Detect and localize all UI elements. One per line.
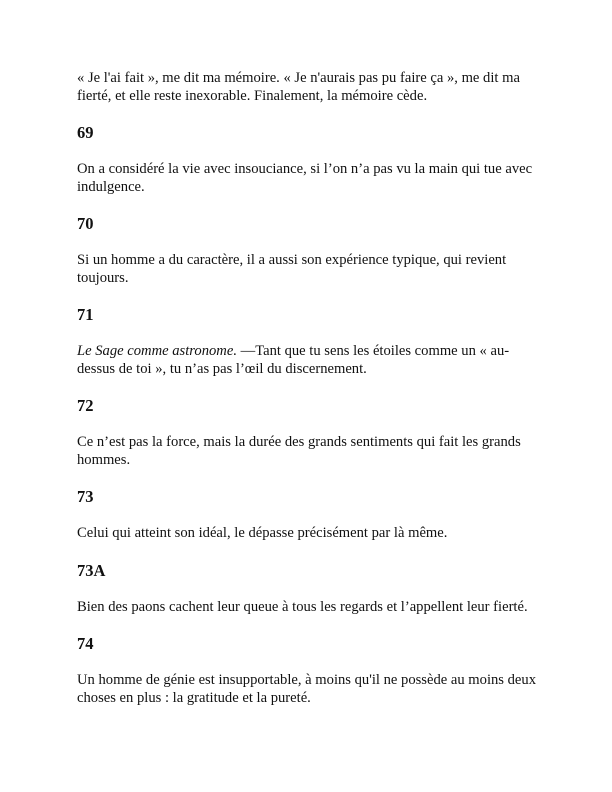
aphorism-text-73: Celui qui atteint son idéal, le dépasse précisément par là même. bbox=[77, 525, 448, 541]
aphorism-number-71: 71 bbox=[77, 305, 94, 324]
intro-paragraph: « Je l'ai fait », me dit ma mémoire. « Je n'aurais pas pu faire ça », me dit ma fierté, et elle reste inexorable. Finalement, la mémoire cède. bbox=[77, 70, 520, 104]
aphorism-number-73: 73 bbox=[77, 487, 94, 506]
aphorism-number-74: 74 bbox=[77, 634, 94, 653]
aphorism-number-69: 69 bbox=[77, 123, 94, 142]
aphorism-text-72: Ce n’est pas la force, mais la durée des grands sentiments qui fait les grands hommes. bbox=[77, 434, 521, 468]
document-page bbox=[77, 70, 539, 707]
aphorism-text-73a: Bien des paons cachent leur queue à tous les regards et l’appellent leur fierté. bbox=[77, 598, 528, 615]
aphorism-text-70: Si un homme a du caractère, il a aussi son expérience typique, qui revient toujours. bbox=[77, 252, 507, 286]
aphorism-title-71: Le Sage comme astronome. bbox=[77, 343, 237, 359]
aphorism-paragraph-71 bbox=[77, 343, 539, 378]
aphorism-number-72: 72 bbox=[77, 396, 94, 415]
aphorism-text-69: On a considéré la vie avec insouciance, si l’on n’a pas vu la main qui tue avec indulgence. bbox=[77, 161, 533, 195]
aphorism-text-71: —Tant que tu sens les étoiles comme un « au-dessus de toi », tu n’as pas l’œil du discernement. bbox=[77, 343, 510, 377]
aphorism-number-73a: 73A bbox=[77, 560, 106, 580]
aphorism-number-70: 70 bbox=[77, 214, 94, 233]
aphorism-text-74: Un homme de génie est insupportable, à moins qu'il ne possède au moins deux choses en plus : la gratitude et la pureté. bbox=[77, 672, 537, 706]
